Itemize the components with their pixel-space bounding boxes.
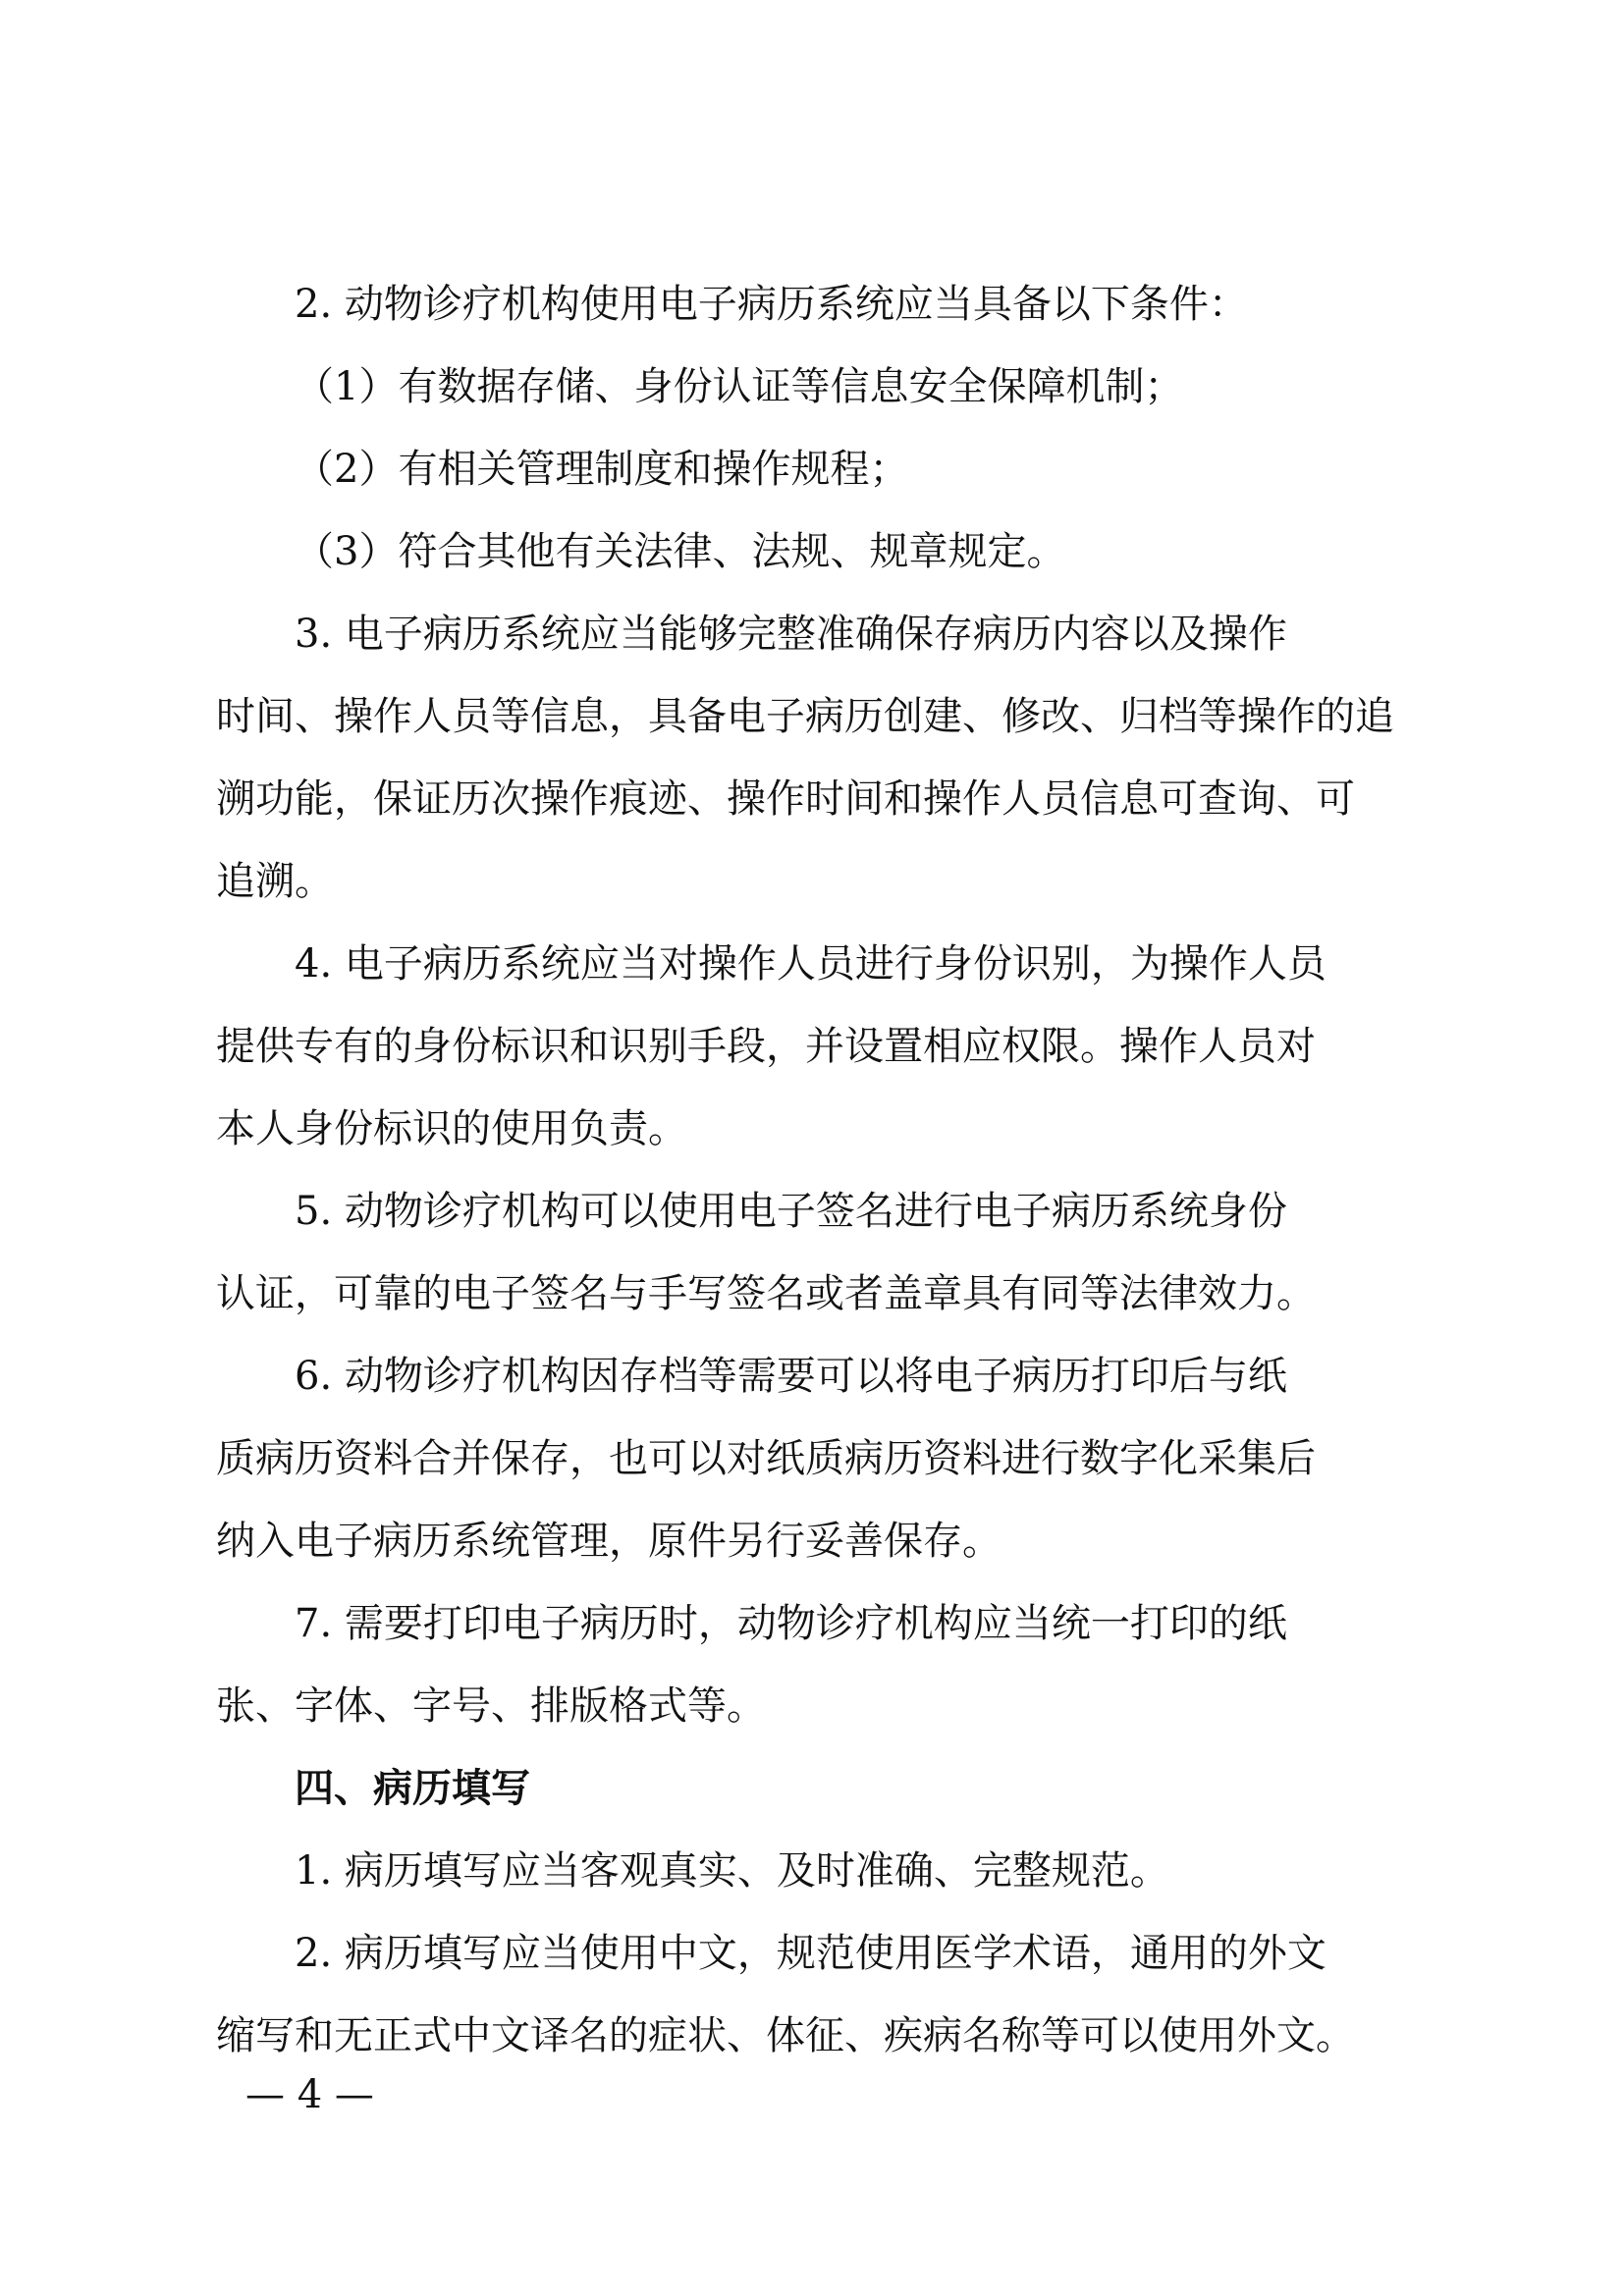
item-5-line-2: 认证，可靠的电子签名与手写签名或者盖章具有同等法律效力。 [216, 1271, 1316, 1316]
item-2-electronic-record-conditions: 2. 动物诊疗机构使用电子病历系统应当具备以下条件： [295, 282, 1248, 327]
item-3-line-1: 3. 电子病历系统应当能够完整准确保存病历内容以及操作 [295, 612, 1287, 657]
condition-2: （2）有相关管理制度和操作规程； [295, 447, 909, 492]
item-3-line-4: 追溯。 [216, 859, 334, 904]
page-number: — 4 — [245, 2072, 374, 2117]
condition-1: （1）有数据存储、身份认证等信息安全保障机制； [295, 364, 1184, 409]
item-4-line-3: 本人身份标识的使用负责。 [216, 1106, 687, 1151]
item-6-line-3: 纳入电子病历系统管理，原件另行妥善保存。 [216, 1519, 1001, 1564]
item-5-line-1: 5. 动物诊疗机构可以使用电子签名进行电子病历系统身份 [295, 1189, 1287, 1234]
item-3-line-3: 溯功能，保证历次操作痕迹、操作时间和操作人员信息可查询、可 [216, 776, 1355, 822]
filling-item-1: 1. 病历填写应当客观真实、及时准确、完整规范。 [295, 1848, 1169, 1894]
document-body [216, 263, 1424, 2077]
item-3-line-2: 时间、操作人员等信息，具备电子病历创建、修改、归档等操作的追 [216, 694, 1394, 739]
item-6-line-1: 6. 动物诊疗机构因存档等需要可以将电子病历打印后与纸 [295, 1354, 1287, 1399]
item-4-line-2: 提供专有的身份标识和识别手段，并设置相应权限。操作人员对 [216, 1024, 1316, 1069]
item-4-line-1: 4. 电子病历系统应当对操作人员进行身份识别，为操作人员 [295, 941, 1326, 987]
filling-item-2-line-1: 2. 病历填写应当使用中文，规范使用医学术语，通用的外文 [295, 1931, 1326, 1976]
item-7-line-1: 7. 需要打印电子病历时，动物诊疗机构应当统一打印的纸 [295, 1601, 1287, 1646]
section-heading-record-filling: 四、病历填写 [295, 1765, 530, 1811]
filling-item-2-line-2: 缩写和无正式中文译名的症状、体征、疾病名称等可以使用外文。 [216, 2013, 1355, 2058]
condition-3: （3）符合其他有关法律、法规、规章规定。 [295, 529, 1066, 574]
item-7-line-2: 张、字体、字号、排版格式等。 [216, 1683, 766, 1729]
item-6-line-2: 质病历资料合并保存，也可以对纸质病历资料进行数字化采集后 [216, 1436, 1316, 1481]
